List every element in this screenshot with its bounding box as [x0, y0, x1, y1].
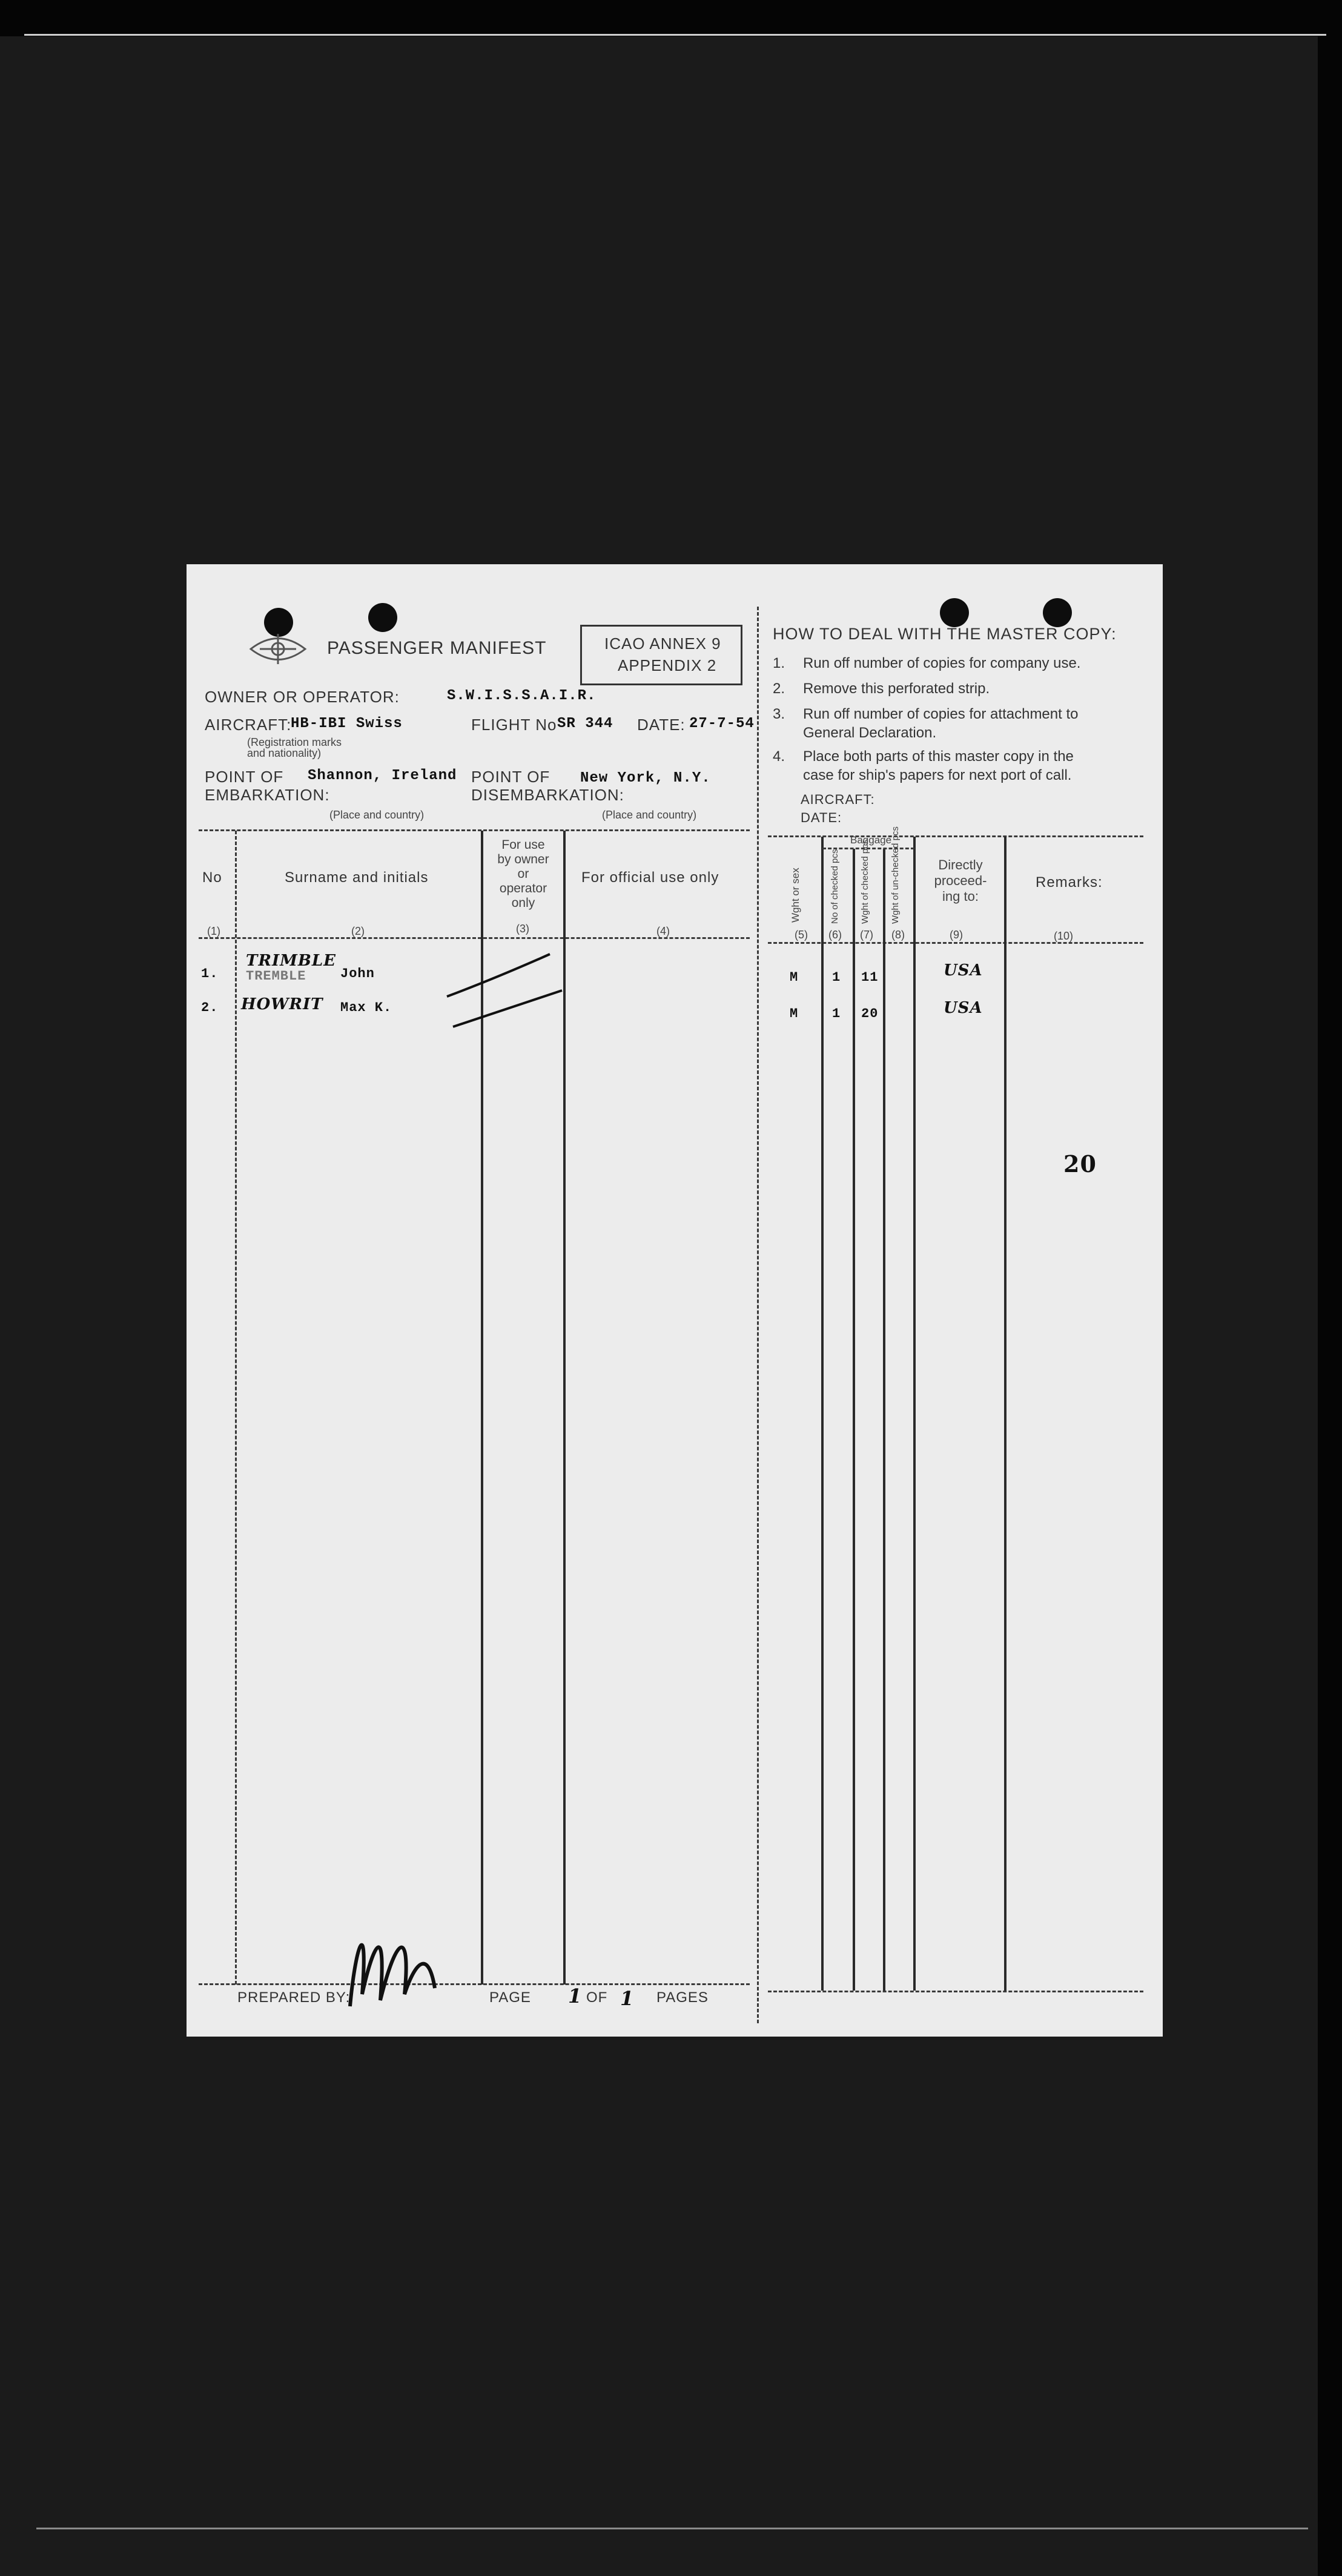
manifest-title: PASSENGER MANIFEST [327, 638, 547, 658]
strip-table-top-line [768, 835, 1143, 837]
col-header-baggage: Baggage [850, 834, 892, 846]
col-header-weight-checked: Wght of checked pcs [860, 839, 870, 924]
scanner-bottom-edge [36, 2528, 1308, 2529]
row-1-initials: John [340, 966, 375, 981]
col-header-sex: Wght or sex [790, 868, 801, 923]
scanner-right-band [1318, 0, 1342, 2576]
disembark-label-2: DISEMBARKATION: [471, 786, 624, 804]
col-num-5: (5) [795, 929, 808, 941]
disembark-note: (Place and country) [602, 809, 697, 821]
col-divider-unchecked [913, 837, 916, 1991]
disembark-label-1: POINT OF [471, 768, 550, 786]
col-header-pieces: No of checked pcs [830, 849, 840, 924]
row-1-destination: USA [944, 961, 983, 980]
disembark-value: New York, N.Y. [580, 770, 711, 786]
col-divider-pieces [853, 849, 855, 1991]
col-divider-sex [821, 837, 824, 1991]
manifest-sheet: PASSENGER MANIFEST ICAO ANNEX 9 APPENDIX 2 OWNER OR OPERATOR: S.W.I.S.S.A.I.R. AIRCRAFT: HB-IBI Swiss (Registration marks and nationality) FLIGHT No SR 344 DATE: 27-7-54 POINT OF EMBARKATION: Shannon, Ireland (Place and country) POINT OF DISEMBARKATION: New York, N.Y. (Place and country) HOW TO DEAL WITH THE MASTER COPY: 1. Run off number of copies for company use. 2. Remove this perforated strip. 3. Run off number of copies for attachment to General Declaration. 4. Place both parts of this master copy in the case for ship's papers for next port of call. AIRCRAFT: DATE: No Surname and initials For use by owner or operator only For official use only Wght or sex Baggage No of checked pcs Wght of checked pcs Wght of un-checked pcs Directly proceed- ing to: Remarks: (1) (2) (3) (4) (5) (6) (7) (8) (9) (10) 1. TRIMBLE TREMBLE John M 1 11 USA 2. HOWRIT Max K. M 1 20 USA 20 PREPARED BY: PAGE 1 OF 1 PAGES [187, 564, 1163, 2037]
annex-line-1: ICAO ANNEX 9 [604, 634, 721, 653]
row-1-surname-handwritten: TRIMBLE [246, 952, 336, 970]
preparer-signature [344, 1903, 441, 2012]
row-1-sex: M [790, 970, 799, 985]
strip-header-line [768, 942, 1143, 944]
table-top-line [199, 829, 750, 831]
aircraft-label: AIRCRAFT: [205, 716, 292, 734]
col-num-6: (6) [828, 929, 842, 941]
row-2-no: 2. [201, 1000, 219, 1015]
strip-aircraft-label: AIRCRAFT: [801, 792, 875, 807]
row-2-surname-handwritten: HOWRIT [241, 995, 323, 1013]
owner-label: OWNER OR OPERATOR: [205, 688, 400, 706]
footer-page-label: PAGE [489, 1989, 531, 2006]
date-value: 27-7-54 [689, 716, 755, 732]
row-1-no: 1. [201, 966, 219, 981]
punch-hole [368, 603, 397, 632]
row-1-pieces: 1 [832, 970, 841, 985]
col-num-1: (1) [207, 925, 220, 937]
aircraft-note-2: and nationality) [247, 747, 322, 759]
annex-line-2: APPENDIX 2 [618, 656, 717, 674]
col-num-3: (3) [516, 923, 529, 935]
col-header-weight-unchecked: Wght of un-checked pcs [890, 826, 901, 924]
punch-hole [1043, 598, 1072, 627]
embark-label-2: EMBARKATION: [205, 786, 330, 804]
col-num-2: (2) [351, 925, 365, 937]
embark-label-1: POINT OF [205, 768, 284, 786]
row-2-initials: Max K. [340, 1000, 392, 1015]
airline-logo-icon [245, 625, 311, 673]
perforation-line [757, 607, 759, 2023]
row-2-pieces: 1 [832, 1006, 841, 1021]
aircraft-value: HB-IBI Swiss [291, 716, 403, 732]
col-header-remarks: Remarks: [1036, 874, 1103, 891]
table-bottom-line [199, 1983, 750, 1985]
owner-value: S.W.I.S.S.A.I.R. [447, 688, 597, 704]
footer-prepared-by: PREPARED BY: [237, 1989, 351, 2006]
col-divider-no [235, 831, 237, 1985]
page-stamp-number: 20 [1063, 1150, 1097, 1178]
col-header-surname: Surname and initials [285, 869, 429, 886]
scanner-top-edge [24, 34, 1326, 36]
col-num-7: (7) [860, 929, 873, 941]
col-num-8: (8) [891, 929, 905, 941]
col-header-directly: Directly proceed- ing to: [934, 857, 987, 904]
scanner-top-band [0, 0, 1342, 36]
footer-total-pages: 1 [620, 1987, 635, 2010]
row-2-weight: 20 [861, 1006, 879, 1021]
col-num-4: (4) [656, 925, 670, 937]
embark-note: (Place and country) [329, 809, 425, 821]
col-num-10: (10) [1054, 930, 1074, 942]
table-header-line [199, 937, 750, 939]
row-1-weight: 11 [861, 970, 879, 985]
footer-of-label: OF [586, 1989, 608, 2006]
annex-box [580, 625, 742, 685]
embark-value: Shannon, Ireland [308, 768, 457, 784]
footer-pages-label: PAGES [656, 1989, 709, 2006]
pen-strike-marks [441, 948, 592, 1033]
date-label: DATE: [637, 716, 686, 734]
instructions-title: HOW TO DEAL WITH THE MASTER COPY: [773, 625, 1117, 643]
punch-hole [940, 598, 969, 627]
col-header-no: No [202, 869, 222, 886]
col-header-owner-use: For use by owner or operator only [497, 838, 549, 910]
flight-value: SR 344 [557, 716, 613, 732]
col-header-official: For official use only [581, 869, 719, 886]
col-num-9: (9) [950, 929, 963, 941]
col-divider-weight [883, 849, 885, 1991]
row-2-sex: M [790, 1006, 799, 1021]
row-1-surname-typed: TREMBLE [246, 969, 306, 984]
footer-page-number: 1 [568, 1985, 583, 2008]
flight-label: FLIGHT No [471, 716, 557, 734]
row-2-destination: USA [944, 999, 983, 1017]
strip-date-label: DATE: [801, 810, 842, 825]
col-divider-directly [1004, 837, 1006, 1991]
strip-bottom-line [768, 1991, 1143, 1992]
aircraft-note-1: (Registration marks [247, 736, 342, 748]
